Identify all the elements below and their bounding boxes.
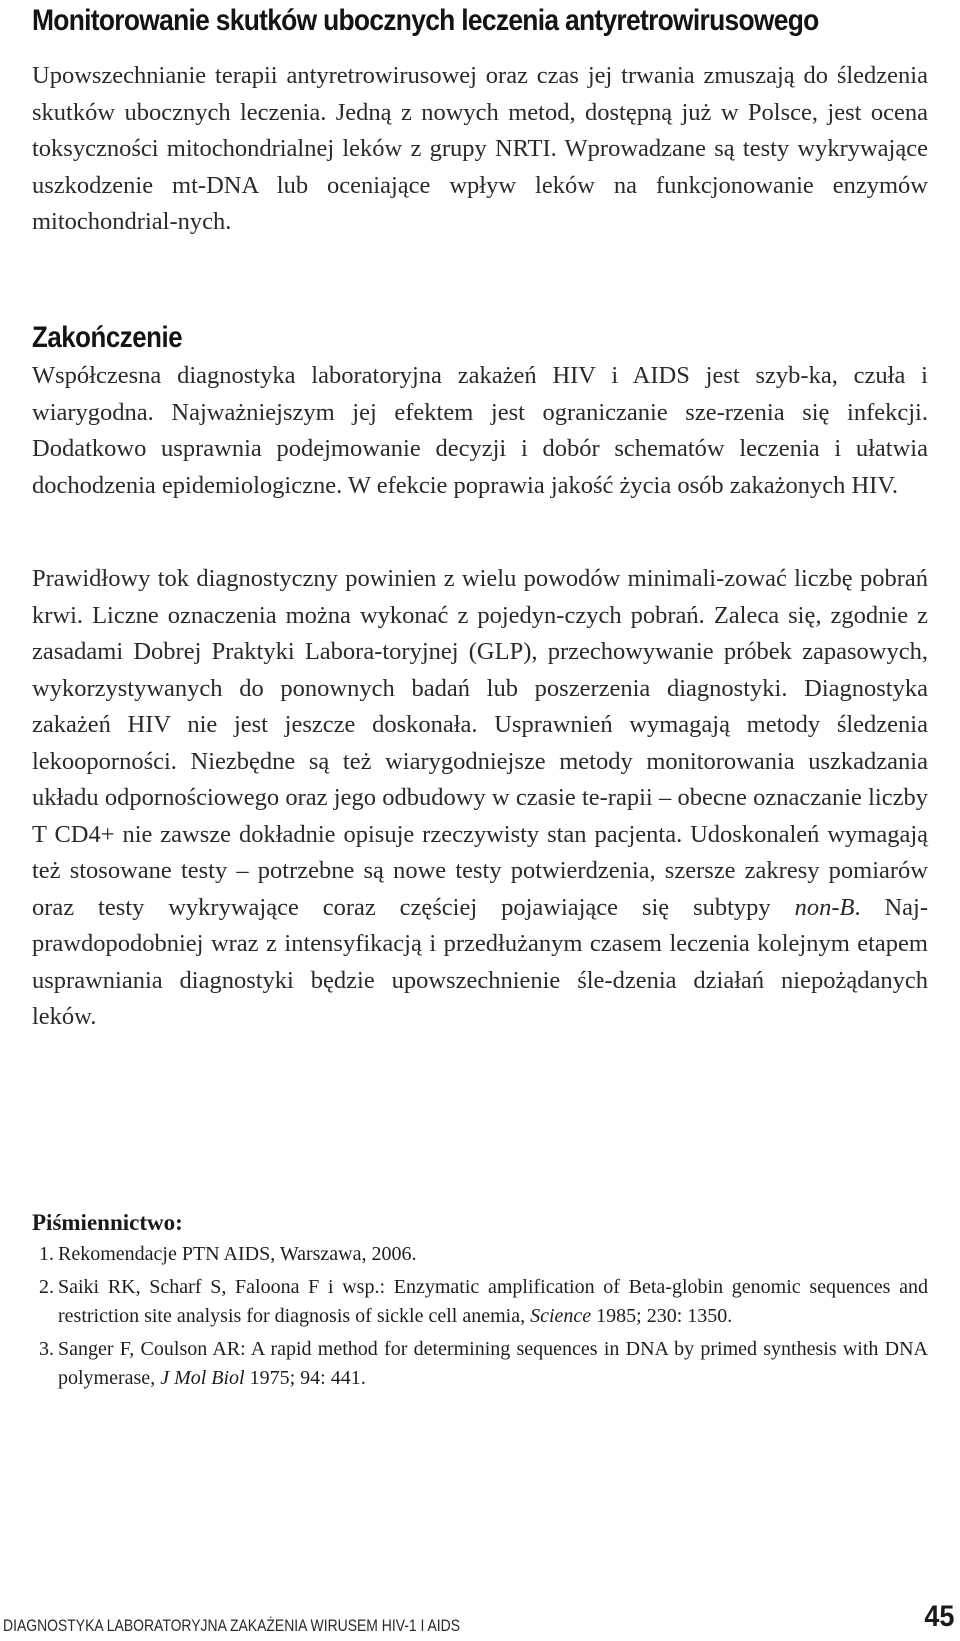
subtype-term: non-B [794,893,855,921]
reference-journal: Science [530,1305,592,1327]
running-title: DIAGNOSTYKA LABORATORYJNA ZAKAŻENIA WIRUSEM HIV-1 I AIDS [3,1616,461,1635]
reference-number: 2. [39,1276,54,1298]
reference-number: 1. [39,1243,54,1265]
reference-text: Rekomendacje PTN AIDS, Warszawa, 2006. [58,1243,417,1265]
conclusion-paragraph-2-end: . Naj-prawdopodobniej wraz z intensyfikacją i przedłużanym czasem leczenia kolejnym etapem usprawniania diagnostyki będzie upowszechnienie śle-dzenia działań niepożądanych leków. [32,893,928,1030]
conclusion-title: Zakończenie [32,321,183,354]
conclusion-paragraph-2-text: Prawidłowy tok diagnostyczny powinien z wielu powodów minimali-zować liczbę pobrań krwi. Liczne oznaczenia można wykonać z pojedyn-czych pobrań. Zaleca się, zgodnie z zasadami Dobrej Praktyki Labora-toryjnej (GLP), przechowywanie próbek zapasowych, wykorzystywanych do ponownych badań lub poszerzenia diagnostyki. Diagnostyka zakażeń HIV nie jest jeszcze doskonała. Usprawnień wymagają metody śledzenia lekooporności. Niezbędne są też wiarygodniejsze metody monitorowania uszkadzania układu odpornościowego oraz jego odbudowy w czasie te-rapii – obecne oznaczanie liczby T CD4+ nie zawsze dokładnie opisuje rzeczywisty stan pacjenta. Udoskonaleń wymagają też stosowane testy – potrzebne są nowe testy potwierdzenia, szersze zakresy pomiarów oraz testy wykrywające coraz częściej pojawiające się subtypy [32,565,928,921]
conclusion-paragraph-2 [32,561,928,1036]
reference-item [32,1273,928,1331]
reference-text: Saiki RK, Scharf S, Faloona F i wsp.: Enzymatic amplification of Beta-globin genomic sequences and restriction site analysis for diagnosis of sickle cell anemia, [58,1276,928,1327]
reference-item [32,1240,928,1269]
page-number: 45 [923,1600,954,1633]
reference-citation: 1985; 230: 1350. [596,1305,733,1327]
section-title: Monitorowanie skutków ubocznych leczenia antyretrowirusowego [32,4,819,37]
reference-citation: 1975; 94: 441. [249,1367,366,1389]
reference-journal: J Mol Biol [160,1367,245,1389]
conclusion-paragraph-1: Współczesna diagnostyka laboratoryjna zakażeń HIV i AIDS jest szyb-ka, czuła i wiarygodna. Najważniejszym jej efektem jest ograniczanie sze-rzenia się infekcji. Dodatkowo usprawnia podejmowanie decyzji i dobór schematów leczenia i ułatwia dochodzenia epidemiologiczne. W efekcie poprawia jakość życia osób zakażonych HIV. [32,362,928,499]
references-heading: Piśmiennictwo: [32,1210,183,1235]
reference-item [32,1335,928,1393]
section-paragraph: Upowszechnianie terapii antyretrowirusowej oraz czas jej trwania zmuszają do śledzenia skutków ubocznych leczenia. Jedną z nowych metod, dostępną już w Polsce, jest ocena toksyczności mitochondrialnej leków z grupy NRTI. Wprowadzane są testy wykrywające uszkodzenie mt-DNA lub oceniające wpływ leków na funkcjonowanie enzymów mitochondrial-nych. [32,62,928,235]
reference-number: 3. [39,1338,54,1360]
references-list [32,1240,928,1397]
reference-text: Sanger F, Coulson AR: A rapid method for determining sequences in DNA by primed synthesis with DNA polymerase, [58,1338,928,1389]
